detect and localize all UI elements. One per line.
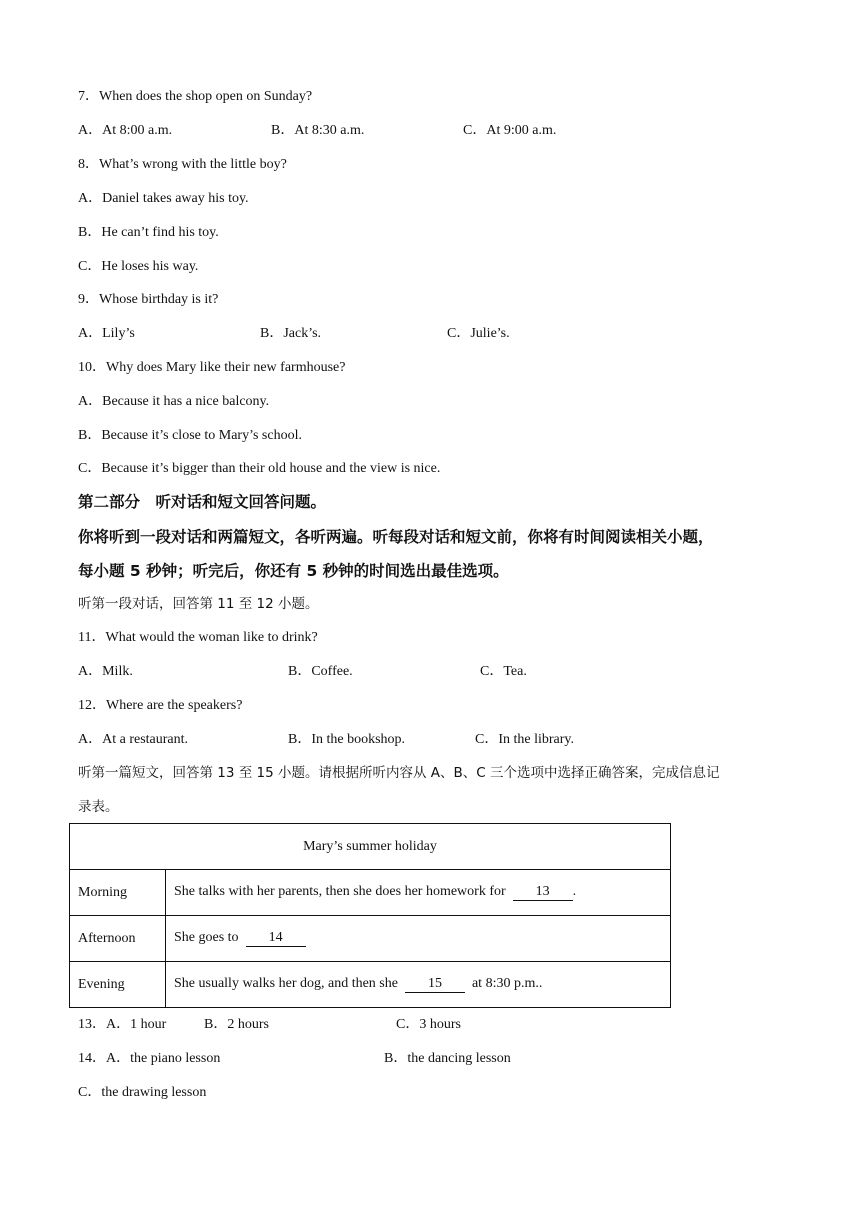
question-11-option-b: B．Coffee. xyxy=(288,664,353,679)
row-text-after: . xyxy=(572,884,577,899)
part2-title: 第二部分 听对话和短文回答问题。 xyxy=(78,493,327,511)
row-text-before: She talks with her parents, then she does her homework for xyxy=(174,884,506,899)
row-content xyxy=(166,870,671,916)
row-label: Evening xyxy=(70,962,166,1008)
question-8-option-c: C．He loses his way. xyxy=(78,259,199,274)
row-content xyxy=(166,962,671,1008)
answer-blank: 14 xyxy=(246,930,306,947)
answer-blank: 13 xyxy=(513,884,573,901)
question-7-stem: 7．When does the shop open on Sunday? xyxy=(78,89,313,104)
question-8-option-b: B．He can’t find his toy. xyxy=(78,225,219,240)
row-content xyxy=(166,916,671,962)
info-record-table xyxy=(69,823,671,1008)
question-8-option-a: A．Daniel takes away his toy. xyxy=(78,191,249,206)
question-12-stem: 12．Where are the speakers? xyxy=(78,698,243,713)
question-11-stem: 11．What would the woman like to drink? xyxy=(78,630,318,645)
question-12-option-c: C．In the library. xyxy=(475,732,575,747)
question-12-option-b: B．In the bookshop. xyxy=(288,732,406,747)
row-label: Afternoon xyxy=(70,916,166,962)
question-7-option-a: A．At 8:00 a.m. xyxy=(78,123,173,138)
question-9-option-a: A．Lily’s xyxy=(78,326,135,341)
row-text-before: She usually walks her dog, and then she xyxy=(174,976,398,991)
question-7-option-c: C．At 9:00 a.m. xyxy=(463,123,557,138)
question-10-option-a: A．Because it has a nice balcony. xyxy=(78,394,270,409)
question-8-stem: 8．What’s wrong with the little boy? xyxy=(78,157,287,172)
question-12-option-a: A．At a restaurant. xyxy=(78,732,189,747)
question-10-option-c: C．Because it’s bigger than their old house and the view is nice. xyxy=(78,461,441,476)
table-row xyxy=(70,870,671,916)
row-text-before: She goes to xyxy=(174,930,239,945)
row-label: Morning xyxy=(70,870,166,916)
passage1-intro-line1: 听第一篇短文，回答第 13 至 15 小题。请根据所听内容从 A、B、C 三个选项中选择正确答案，完成信息记 xyxy=(78,765,720,781)
question-11-option-a: A．Milk. xyxy=(78,664,133,679)
question-14-stem-option-a: 14．A．the piano lesson xyxy=(78,1051,221,1066)
question-9-option-b: B．Jack’s. xyxy=(260,326,322,341)
question-9-stem: 9．Whose birthday is it? xyxy=(78,292,219,307)
question-13-option-b: B．2 hours xyxy=(204,1017,269,1032)
question-11-option-c: C．Tea. xyxy=(480,664,527,679)
part2-instructions-line2: 每小题 5 秒钟；听完后，你还有 5 秒钟的时间选出最佳选项。 xyxy=(78,562,509,580)
table-row xyxy=(70,962,671,1008)
question-13-option-c: C．3 hours xyxy=(396,1017,461,1032)
table-row xyxy=(70,916,671,962)
question-9-option-c: C．Julie’s. xyxy=(447,326,510,341)
question-7-option-b: B．At 8:30 a.m. xyxy=(271,123,365,138)
passage1-intro-line2: 录表。 xyxy=(78,799,119,815)
row-text-after: at 8:30 p.m.. xyxy=(471,976,543,991)
question-10-option-b: B．Because it’s close to Mary’s school. xyxy=(78,428,302,443)
dialog1-intro: 听第一段对话，回答第 11 至 12 小题。 xyxy=(78,596,319,612)
question-13-stem-option-a: 13．A．1 hour xyxy=(78,1017,167,1032)
question-14-option-b: B．the dancing lesson xyxy=(384,1051,511,1066)
question-14-option-c: C．the drawing lesson xyxy=(78,1085,207,1100)
part2-instructions-line1: 你将听到一段对话和两篇短文，各听两遍。听每段对话和短文前，你将有时间阅读相关小题， xyxy=(78,528,714,546)
answer-blank: 15 xyxy=(405,976,465,993)
question-10-stem: 10．Why does Mary like their new farmhouse? xyxy=(78,360,346,375)
table-title: Mary’s summer holiday xyxy=(70,824,671,870)
